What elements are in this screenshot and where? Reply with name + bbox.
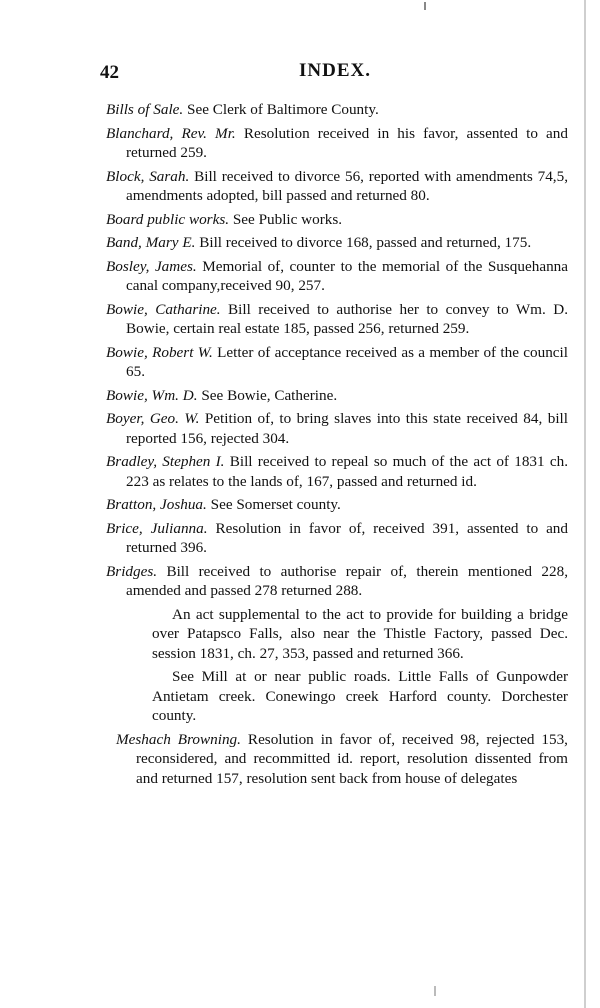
entry-text: See Clerk of Baltimore County. [183, 101, 379, 118]
entry-name: Meshach Browning. [116, 730, 241, 748]
sub-paragraph: See Mill at or near public roads. Little Falls of Gunpowder Antietam creek. Conewingo creek Harford county. Dorchester county. [152, 668, 568, 724]
entry-name: Block, Sarah. [106, 167, 190, 185]
page-title: INDEX. [299, 60, 371, 81]
scan-mark [424, 2, 426, 10]
entry-text: Bill received to divorce 56, reported with amendments 74,5, amendments adopted, bill passed and returned 80. [126, 167, 568, 204]
index-entry [106, 343, 568, 382]
entry-name: Bosley, James. [106, 257, 197, 275]
page-edge [584, 0, 586, 1008]
index-entry [106, 167, 568, 206]
entry-name: Bridges. [106, 562, 158, 580]
scan-mark [434, 986, 436, 996]
entry-text: Bill received to authorise her to convey to Wm. D. Bowie, certain real estate 185, passed 256, returned 259. [126, 300, 568, 337]
entry-name: Bowie, Wm. D. [106, 386, 198, 404]
index-entry [106, 495, 568, 515]
index-entry [106, 452, 568, 491]
entry-text: Bill received to divorce 168, passed and returned, 175. [195, 234, 532, 251]
entry-text: See Public works. [229, 210, 343, 228]
entry-text: Petition of, to bring slaves into this state received 84, bill reported 156, rejected 304. [126, 410, 568, 447]
entry-text: Bill received to authorise repair of, therein mentioned 228, amended and passed 278 returned 288. [126, 562, 568, 599]
entry-name: Blanchard, Rev. Mr. [106, 124, 236, 142]
index-entry [106, 562, 568, 601]
entry-text: Resolution in favor of, received 98, rejected 153, reconsidered, and recommitted id. report, resolution dissented from and returned 157, resolution sent back from house of delegates [136, 730, 568, 787]
entry-text: See Bowie, Catherine. [197, 386, 338, 404]
index-entries [106, 100, 568, 792]
index-entry [106, 124, 568, 163]
index-entry [106, 300, 568, 339]
index-entry [106, 100, 568, 120]
index-entry [106, 386, 568, 406]
entry-text: Resolution received in his favor, assented to and returned 259. [126, 124, 568, 161]
index-entry [106, 210, 568, 230]
index-entry [116, 730, 568, 789]
entry-name: Bills of Sale. [106, 101, 184, 118]
entry-text: Memorial of, counter to the memorial of the Susquehanna canal company,received 90, 257. [126, 257, 568, 294]
entry-text: Bill received to repeal so much of the act of 1831 ch. 223 as relates to the lands of, 167, passed and returned id. [126, 453, 568, 490]
entry-name: Bradley, Stephen I. [106, 453, 225, 470]
entry-text: See Somerset county. [206, 496, 341, 513]
page-number: 42 [100, 62, 119, 83]
entry-name: Boyer, Geo. W. [106, 410, 200, 427]
sub-paragraph: An act supplemental to the act to provide for building a bridge over Patapsco Falls, also near the Thistle Factory, passed Dec. session 1831, ch. 27, 353, passed and returned 366. [152, 605, 568, 662]
entry-text: Resolution in favor of, received 391, assented to and returned 396. [126, 519, 568, 556]
index-entry [106, 233, 568, 253]
entry-name: Brice, Julianna. [106, 519, 208, 537]
entry-name: Bowie, Catharine. [106, 300, 221, 318]
index-entry [106, 257, 568, 296]
entry-name: Board public works. [106, 210, 230, 228]
entry-name: Bratton, Joshua. [106, 496, 207, 513]
page-header [100, 60, 570, 86]
index-entry [106, 519, 568, 558]
entry-name: Bowie, Robert W. [106, 343, 213, 361]
entry-text: Letter of acceptance received as a member of the council 65. [126, 343, 568, 380]
entry-name: Band, Mary E. [106, 234, 196, 251]
index-entry [106, 409, 568, 448]
